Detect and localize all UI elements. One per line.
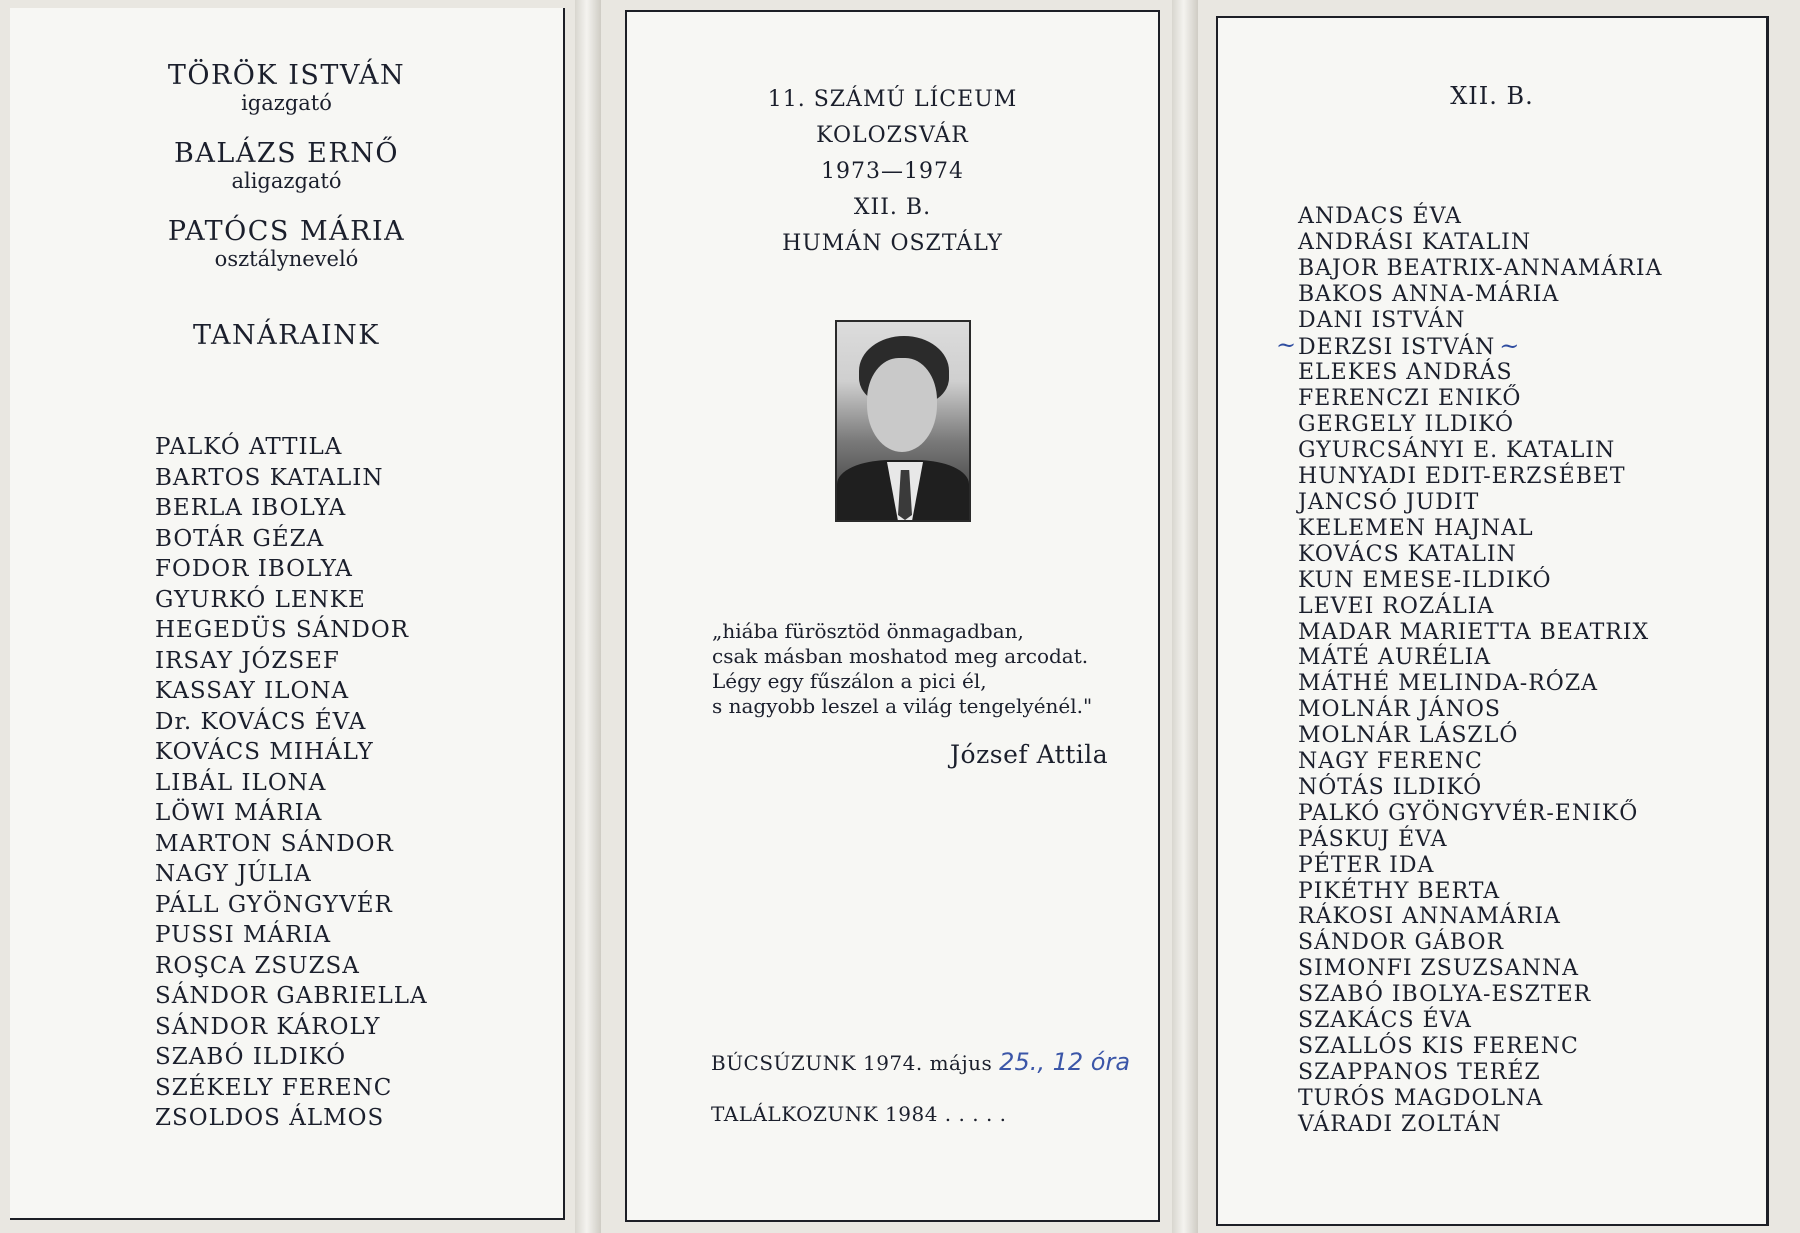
students-panel — [1216, 16, 1769, 1226]
student-name: MOLNÁR JÁNOS — [1298, 697, 1501, 723]
student-name: SÁNDOR GÁBOR — [1298, 930, 1505, 956]
student-name: FERENCZI ENIKŐ — [1298, 386, 1522, 412]
students-list — [1276, 204, 1663, 1138]
student-name: MÁTHÉ MELINDA-RÓZA — [1298, 671, 1598, 697]
teachers-list — [155, 432, 428, 1134]
student-name: DANI ISTVÁN — [1298, 307, 1466, 333]
student-name: HUNYADI EDIT-ERZSÉBET — [1298, 464, 1626, 490]
teachers-heading: TANÁRAINK — [193, 320, 380, 351]
farewell-text: BÚCSÚZUNK 1974. május — [711, 1051, 993, 1075]
student-name: SIMONFI ZSUZSANNA — [1298, 956, 1580, 982]
teacher-name: KOVÁCS MIHÁLY — [155, 739, 374, 765]
student-name: VÁRADI ZOLTÁN — [1298, 1111, 1502, 1137]
student-name: GERGELY ILDIKÓ — [1298, 412, 1515, 438]
reunion-line: TALÁLKOZUNK 1984 . . . . . — [711, 1102, 1007, 1126]
teacher-name: PUSSI MÁRIA — [155, 922, 332, 948]
student-name: PIKÉTHY BERTA — [1298, 878, 1501, 904]
poem-line: csak másban moshatod meg arcodat. — [712, 644, 1089, 668]
poem-author: József Attila — [950, 740, 1109, 769]
teacher-name: SZÉKELY FERENC — [155, 1074, 393, 1101]
fold-left — [575, 0, 601, 1233]
student-name: SZAPPANOS TERÉZ — [1298, 1059, 1541, 1085]
student-name: LEVEI ROZÁLIA — [1298, 593, 1495, 619]
teacher-name: LIBÁL ILONA — [155, 769, 327, 796]
teacher-name: SZABÓ ILDIKÓ — [155, 1044, 347, 1070]
poem-quote — [712, 619, 1092, 719]
teacher-name: BOTÁR GÉZA — [155, 525, 325, 552]
teacher-name: ZSOLDOS ÁLMOS — [155, 1105, 385, 1131]
title-panel — [625, 10, 1160, 1222]
teachers-panel — [10, 8, 565, 1220]
student-name: SZALLÓS KIS FERENC — [1298, 1034, 1579, 1059]
teacher-name: GYURKÓ LENKE — [155, 586, 366, 613]
farewell-handwritten-date: 25., 12 óra — [999, 1048, 1131, 1076]
student-photo — [835, 320, 971, 522]
student-name: MOLNÁR LÁSZLÓ — [1298, 723, 1519, 749]
poem-line: Légy egy fűszálon a pici él, — [712, 669, 987, 693]
student-name: MADAR MARIETTA BEATRIX — [1298, 619, 1650, 645]
student-name: ELEKES ANDRÁS — [1298, 360, 1513, 386]
marked-student-name: DERZSI ISTVÁN — [1298, 334, 1496, 360]
fold-right — [1172, 0, 1198, 1233]
student-name: KOVÁCS KATALIN — [1298, 541, 1517, 567]
student-name: RÁKOSI ANNAMÁRIA — [1298, 904, 1561, 930]
official-role: igazgató — [241, 91, 332, 115]
student-name: TURÓS MAGDOLNA — [1298, 1085, 1544, 1111]
teacher-name: FODOR IBOLYA — [155, 556, 353, 582]
teacher-name: KASSAY ILONA — [155, 678, 350, 704]
student-name: ANDRÁSI KATALIN — [1298, 229, 1532, 255]
student-name: NÓTÁS ILDIKÓ — [1298, 774, 1483, 800]
poem-line: „hiába fürösztöd önmagadban, — [712, 619, 1024, 643]
official-name: PATÓCS MÁRIA — [167, 216, 406, 247]
teacher-name: HEGEDÜS SÁNDOR — [155, 617, 410, 643]
student-name: SZAKÁCS ÉVA — [1298, 1008, 1472, 1034]
student-name: GYURCSÁNYI E. KATALIN — [1298, 438, 1616, 464]
student-name: BAJOR BEATRIX-ANNAMÁRIA — [1298, 255, 1663, 281]
official-deputy — [10, 138, 563, 193]
student-name: KELEMEN HAJNAL — [1298, 515, 1534, 541]
class-title: XII. B. — [1450, 82, 1534, 110]
student-name: PÉTER IDA — [1298, 852, 1435, 878]
class-type: HUMÁN OSZTÁLY — [782, 231, 1003, 256]
teacher-name: IRSAY JÓZSEF — [155, 647, 340, 674]
official-name: BALÁZS ERNŐ — [174, 138, 399, 169]
teacher-name: BERLA IBOLYA — [155, 495, 347, 521]
photo-face — [867, 358, 937, 452]
teacher-name: ROŞCA ZSUZSA — [155, 952, 360, 979]
student-name: BAKOS ANNA-MÁRIA — [1298, 281, 1560, 307]
teacher-name: Dr. KOVÁCS ÉVA — [155, 708, 367, 735]
handwritten-mark-right: ~ — [1499, 331, 1521, 360]
student-name-marked — [1276, 330, 1662, 361]
student-name: NAGY FERENC — [1298, 749, 1483, 775]
teacher-name: MARTON SÁNDOR — [155, 830, 394, 857]
official-director — [10, 60, 563, 115]
student-name: PÁSKUJ ÉVA — [1298, 826, 1448, 852]
official-name: TÖRÖK ISTVÁN — [167, 60, 406, 91]
official-class-teacher — [10, 216, 563, 271]
teacher-name: PÁLL GYÖNGYVÉR — [155, 891, 393, 918]
poem-line: s nagyobb leszel a világ tengelyénél." — [712, 694, 1093, 718]
school-year: 1973—1974 — [821, 159, 964, 184]
teacher-name: SÁNDOR GABRIELLA — [155, 983, 428, 1009]
student-name: KUN EMESE-ILDIKÓ — [1298, 567, 1552, 593]
teacher-name: BARTOS KATALIN — [155, 464, 384, 491]
school-city: KOLOZSVÁR — [816, 123, 969, 148]
official-role: aligazgató — [231, 169, 342, 193]
school-name: 11. SZÁMÚ LÍCEUM — [767, 87, 1018, 112]
student-name: MÁTÉ AURÉLIA — [1298, 645, 1492, 671]
teacher-name: NAGY JÚLIA — [155, 861, 312, 887]
teacher-name: PALKÓ ATTILA — [155, 434, 343, 460]
student-name: ANDACS ÉVA — [1298, 204, 1462, 229]
student-name: JANCSÓ JUDIT — [1298, 489, 1480, 515]
handwritten-mark-left: ~ — [1276, 330, 1298, 359]
student-name: SZABÓ IBOLYA-ESZTER — [1298, 982, 1592, 1008]
teacher-name: LÖWI MÁRIA — [155, 800, 323, 826]
official-role: osztályneveló — [214, 247, 359, 271]
teacher-name: SÁNDOR KÁROLY — [155, 1013, 381, 1040]
class-name: XII. B. — [853, 195, 932, 220]
student-name: PALKÓ GYÖNGYVÉR-ENIKŐ — [1298, 800, 1639, 826]
school-header — [627, 82, 1158, 262]
farewell-line — [711, 1048, 1130, 1076]
